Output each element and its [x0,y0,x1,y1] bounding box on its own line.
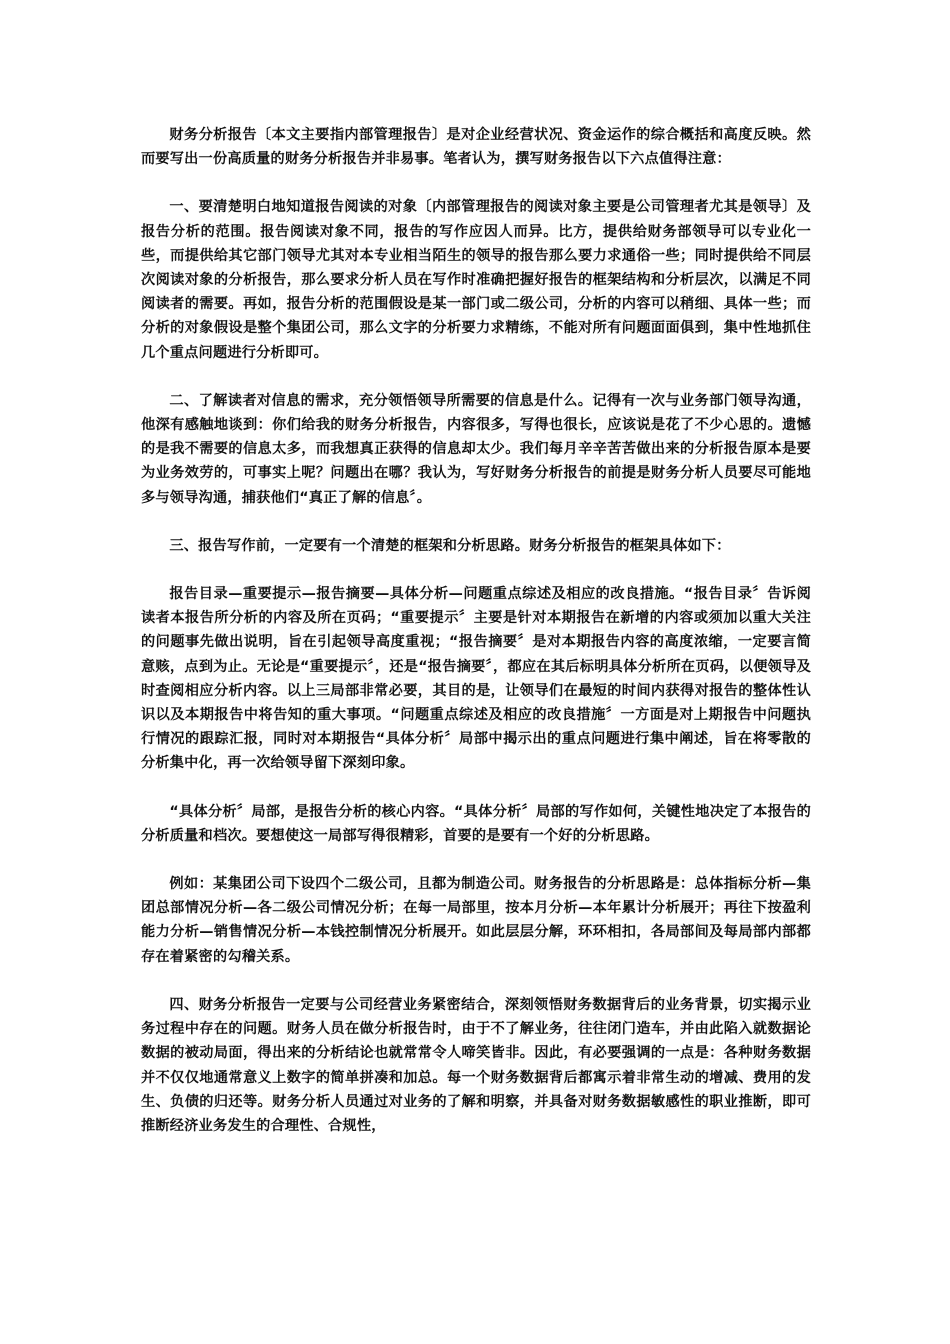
paragraph-point-four: 四、财务分析报告一定要与公司经营业务紧密结合，深刻领悟财务数据背后的业务背景，切实揭示业务过程中存在的问题。财务人员在做分析报告时，由于不了解业务，往往闭门造车，并由此陷入就数据论数据的被动局面，得出来的分析结论也就常常令人啼笑皆非。因此，有必要强调的一点是：各种财务数据并不仅仅地通常意义上数字的简单拼凑和加总。每一个财务数据背后都寓示着非常生动的增减、费用的发生、负债的归还等。财务分析人员通过对业务的了解和明察，并具备对财务数据敏感性的职业推断，即可推断经济业务发生的合理性、合规性， [141,996,811,1134]
paragraph-point-one: 一、要清楚明白地知道报告阅读的对象〔内部管理报告的阅读对象主要是公司管理者尤其是领导〕及报告分析的范围。报告阅读对象不同，报告的写作应因人而异。比方，提供给财务部领导可以专业化一些，而提供给其它部门领导尤其对本专业相当陌生的领导的报告那么要力求通俗一些；同时提供给不同层次阅读对象的分析报告，那么要求分析人员在写作时准确把握好报告的框架结构和分析层次，以满足不同阅读者的需要。再如，报告分析的范围假设是某一部门或二级公司，分析的内容可以稍细、具体一些；而分析的对象假设是整个集团公司，那么文字的分析要力求精练，不能对所有问题面面俱到，集中性地抓住几个重点问题进行分析即可。 [141,199,811,361]
paragraph-intro: 财务分析报告〔本文主要指内部管理报告〕是对企业经营状况、资金运作的综合概括和高度反映。然而要写出一份高质量的财务分析报告并非易事。笔者认为，撰写财务报告以下六点值得注意： [141,127,811,168]
paragraph-report-framework: 报告目录—重要提示—报告摘要—具体分析—问题重点综述及相应的改良措施。“报告目录〞告诉阅读者本报告所分析的内容及所在页码；“重要提示〞主要是针对本期报告在新增的内容或须加以重大关注的问题事先做出说明，旨在引起领导高度重视；“报告摘要〞是对本期报告内容的高度浓缩，一定要言简意赅，点到为止。无论是“重要提示〞，还是“报告摘要〞，都应在其后标明具体分析所在页码，以便领导及时查阅相应分析内容。以上三局部非常必要，其目的是，让领导们在最短的时间内获得对报告的整体性认识以及本期报告中将告知的重大事项。“问题重点综述及相应的改良措施〞一方面是对上期报告中问题执行情况的跟踪汇报，同时对本期报告“具体分析〞局部中揭示出的重点问题进行集中阐述，旨在将零散的分析集中化，再一次给领导留下深刻印象。 [141,586,811,772]
paragraph-point-two: 二、了解读者对信息的需求，充分领悟领导所需要的信息是什么。记得有一次与业务部门领导沟通，他深有感触地谈到：你们给我的财务分析报告，内容很多，写得也很长，应该说是花了不少心思的。遗憾的是我不需要的信息太多，而我想真正获得的信息却太少。我们每月辛辛苦苦做出来的分析报告原本是要为业务效劳的，可事实上呢？问题出在哪？我认为，写好财务分析报告的前提是财务分析人员要尽可能地多与领导沟通，捕获他们“真正了解的信息〞。 [141,392,811,506]
paragraph-example: 例如：某集团公司下设四个二级公司，且都为制造公司。财务报告的分析思路是：总体指标分析—集团总部情况分析—各二级公司情况分析；在每一局部里，按本月分析—本年累计分析展开；再往下按盈利能力分析—销售情况分析—本钱控制情况分析展开。如此层层分解，环环相扣，各局部间及每局部内部都存在着紧密的勾稽关系。 [141,876,811,965]
document-body [141,123,811,1138]
paragraph-detailed-analysis: “具体分析〞局部，是报告分析的核心内容。“具体分析〞局部的写作如何，关键性地决定了本报告的分析质量和档次。要想使这一局部写得很精彩，首要的是要有一个好的分析思路。 [141,803,811,844]
paragraph-point-three: 三、报告写作前，一定要有一个清楚的框架和分析思路。财务分析报告的框架具体如下： [169,537,731,554]
